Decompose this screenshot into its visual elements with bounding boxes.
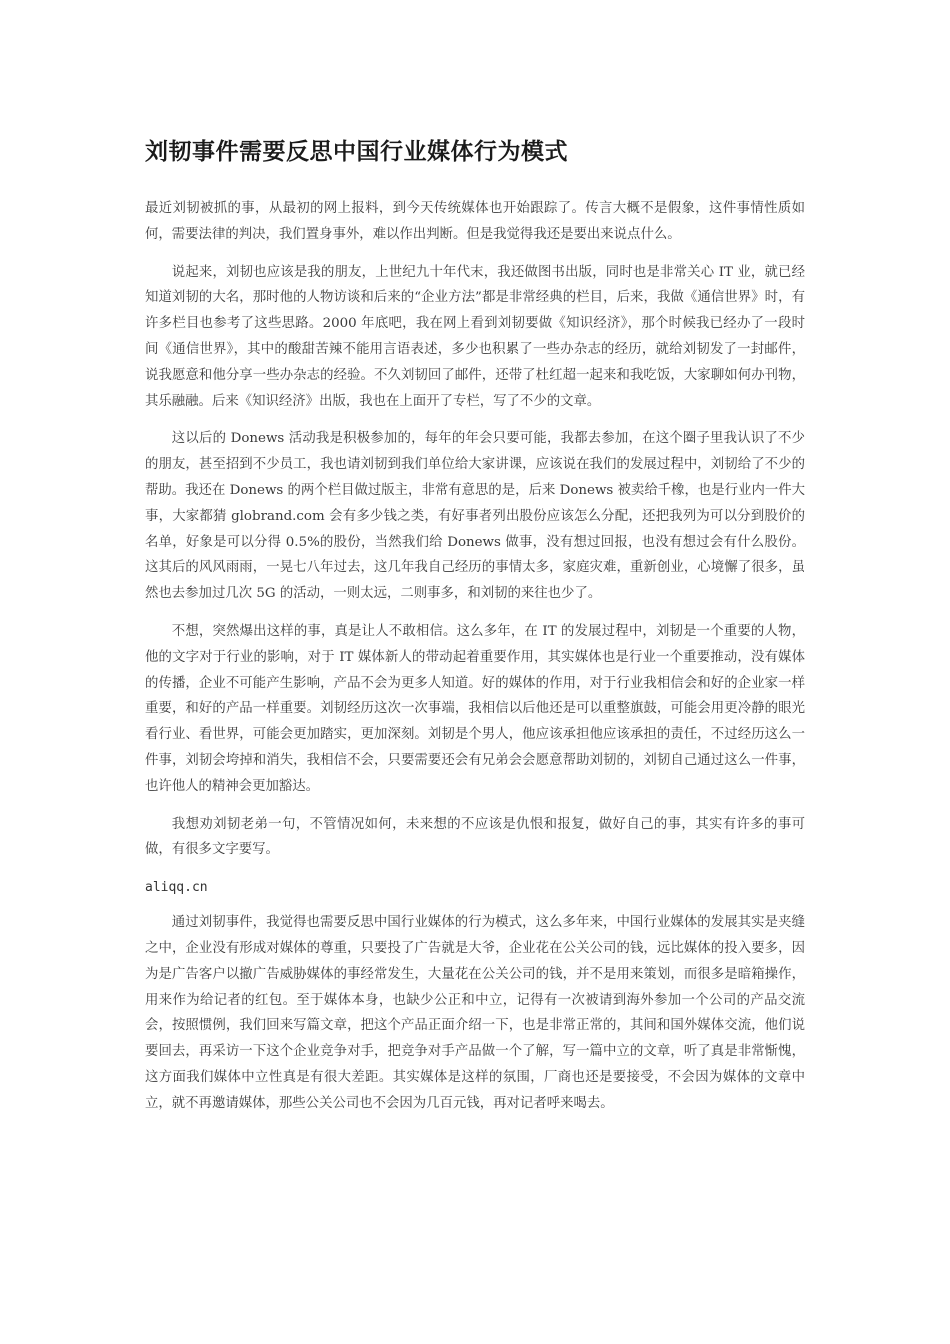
article-paragraph: 这以后的 Donews 活动我是积极参加的，每年的年会只要可能，我都去参加，在这个圈子里我认识了不少的朋友，甚至招到不少员工，我也请刘韧到我们单位给大家讲课，应该说在我们的发展过程中，刘韧给了不少的帮助。我还在 Donews 的两个栏目做过版主，非常有意思的是，后来 Donews 被卖给千橡，也是行业内一件大事，大家都猜 globrand.com 会有多少钱之类，有好事者列出股份应该怎么分配，还把我列为可以分到股价的名单，好象是可以分得 0.5%的股份，当然我们给 Donews 做事，没有想过回报，也没有想过会有什么股份。这其后的风风雨雨，一晃七八年过去，这几年我自己经历的事情太多，家庭灾难，重新创业，心境懈了很多，虽然也去参加过几次 5G 的活动，一则太远，二则事多，和刘韧的来往也少了。 bbox=[145, 431, 806, 602]
closing-paragraph: 通过刘韧事件，我觉得也需要反思中国行业媒体的行为模式，这么多年来，中国行业媒体的发展其实是夹缝之中，企业没有形成对媒体的尊重，只要投了广告就是大爷，企业花在公关公司的钱，远比媒体的投入要多，因为是广告客户以撤广告威胁媒体的事经常发生，大量花在公关公司的钱，并不是用来策划，而很多是暗箱操作，用来作为给记者的红包。至于媒体本身，也缺少公正和中立，记得有一次被请到海外参加一个公司的产品交流会，按照惯例，我们回来写篇文章，把这个产品正面介绍一下，也是非常正常的，其间和国外媒体交流，他们说要回去，再采访一下这个企业竞争对手，把竞争对手产品做一个了解，写一篇中立的文章，听了真是非常惭愧，这方面我们媒体中立性真是有很大差距。其实媒体是这样的氛围，厂商也还是要接受，不会因为媒体的文章中立，就不再邀请媒体，那些公关公司也不会因为几百元钱，再对记者呼来喝去。 bbox=[145, 915, 805, 1111]
article-title: 刘韧事件需要反思中国行业媒体行为模式 bbox=[145, 139, 568, 165]
article-paragraph: 说起来，刘韧也应该是我的朋友，上世纪九十年代末，我还做图书出版，同时也是非常关心 IT 业，就已经知道刘韧的大名，那时他的人物访谈和后来的“企业方法”都是非常经典的栏目，后来，我做《通信世界》时，有许多栏目也参考了这些思路。2000 年底吧，我在网上看到刘韧要做《知识经济》，那个时候我已经办了一段时间《通信世界》，其中的酸甜苦辣不能用言语表述，多少也积累了一些办杂志的经历，就给刘韧发了一封邮件，说我愿意和他分享一些办杂志的经验。不久刘韧回了邮件，还带了杜红超一起来和我吃饭，大家聊如何办刊物，其乐融融。后来《知识经济》出版，我也在上面开了专栏，写了不少的文章。 bbox=[145, 264, 805, 409]
article-paragraph: 最近刘韧被抓的事，从最初的网上报料，到今天传统媒体也开始跟踪了。传言大概不是假象，这件事情性质如何，需要法律的判决，我们置身事外，难以作出判断。但是我觉得我还是要出来说点什么。 bbox=[145, 201, 805, 242]
source-line: aliqq.cn bbox=[145, 880, 208, 896]
article-paragraph: 不想，突然爆出这样的事，真是让人不敢相信。这么多年，在 IT 的发展过程中，刘韧是一个重要的人物，他的文字对于行业的影响，对于 IT 媒体新人的带动起着重要作用，其实媒体也是行业一个重要推动，没有媒体的传播，企业不可能产生影响，产品不会为更多人知道。好的媒体的作用，对于行业我相信会和好的企业家一样重要，和好的产品一样重要。刘韧经历这次一次事端，我相信以后他还是可以重整旗鼓，可能会用更冷静的眼光看行业、看世界，可能会更加踏实，更加深刻。刘韧是个男人，他应该承担他应该承担的责任，不过经历这么一件事，刘韧会垮掉和消失，我相信不会，只要需要还会有兄弟会会愿意帮助刘韧的，刘韧自己通过这么一件事，也许他人的精神会更加豁达。 bbox=[145, 623, 805, 794]
article-paragraph: 我想劝刘韧老弟一句，不管情况如何，未来想的不应该是仇恨和报复，做好自己的事，其实有许多的事可做，有很多文字要写。 bbox=[145, 816, 805, 858]
article bbox=[145, 128, 805, 1129]
